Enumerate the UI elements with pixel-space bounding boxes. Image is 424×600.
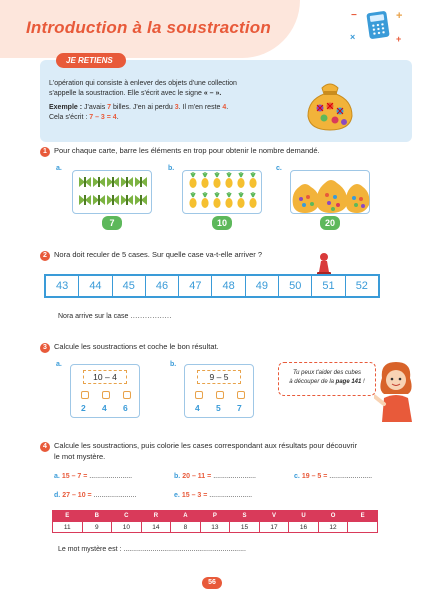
answer-field[interactable]: ...................... (329, 473, 373, 480)
answer-field[interactable]: ...................... (93, 492, 137, 499)
mystery-word: Le mot mystère est : ............................................................... (58, 546, 246, 553)
number-cell[interactable]: 16 (289, 522, 319, 533)
number-cell[interactable]: 15 (230, 522, 260, 533)
track-cell[interactable]: 48 (212, 276, 245, 296)
ex2-answer: Nora arrive sur la case ................. (58, 313, 172, 320)
card-c[interactable] (290, 170, 370, 214)
ex3-b-box (184, 364, 254, 418)
track-cell[interactable]: 43 (46, 276, 79, 296)
marble-bag-icon (300, 78, 360, 132)
number-cell[interactable]: 12 (318, 522, 348, 533)
retiens-tag: JE RETIENS (56, 53, 126, 68)
number-cell[interactable]: 10 (112, 522, 142, 533)
card-b-target: 10 (212, 216, 232, 230)
letter-cell: B (82, 511, 112, 522)
letter-cell: C (112, 511, 142, 522)
plus-icon: + (396, 10, 403, 22)
card-c-target: 20 (320, 216, 340, 230)
choice-label: 4 (195, 403, 200, 413)
number-cell[interactable]: 13 (200, 522, 230, 533)
ex3-b-op: 9 – 5 (197, 370, 241, 384)
number-cell[interactable]: 8 (171, 522, 201, 533)
ex4-op-b: b. 20 – 11 = ...................... (174, 473, 256, 480)
number-cell[interactable]: 17 (259, 522, 289, 533)
ex4-op-c: c. 19 – 5 = ...................... (294, 473, 373, 480)
number-cell[interactable]: 11 (53, 522, 83, 533)
checkbox[interactable] (81, 391, 89, 399)
card-a-label: a. (56, 165, 62, 172)
letter-cell: R (141, 511, 171, 522)
mystery-word-field[interactable]: ............................................................... (123, 546, 246, 553)
choice-label: 7 (237, 403, 242, 413)
ex3-b-label: b. (170, 361, 177, 368)
ex3-a-label: a. (56, 361, 62, 368)
track-cell[interactable]: 49 (246, 276, 279, 296)
letter-cell: P (200, 511, 230, 522)
number-cell[interactable]: 14 (141, 522, 171, 533)
number-cell[interactable]: 9 (82, 522, 112, 533)
letter-cell: S (230, 511, 260, 522)
calculator-icon (366, 11, 389, 40)
answer-field[interactable]: ...................... (213, 473, 256, 480)
hint-bubble: Tu peux t'aider des cubes à découper de la page 141 ! (278, 362, 376, 396)
butterfly-icon (73, 171, 153, 215)
mystery-table (52, 510, 378, 533)
card-b[interactable] (182, 170, 262, 214)
checkbox[interactable] (216, 391, 224, 399)
answer-field[interactable]: ...................... (89, 473, 133, 480)
letter-cell: A (171, 511, 201, 522)
choice-label: 6 (123, 403, 128, 413)
plus-small-icon: + (396, 34, 402, 44)
checkbox[interactable] (195, 391, 203, 399)
marble-bags-icon (291, 171, 371, 215)
track-cell[interactable]: 52 (355, 280, 368, 292)
ex3-instruction: 3 Calcule les soustractions et coche le bon résultat. (40, 342, 219, 353)
card-a-target: 7 (102, 216, 122, 230)
answer-field[interactable]: ...................... (209, 492, 253, 499)
ex4-op-d: d. 27 – 10 = ...................... (54, 492, 137, 499)
choice-label: 2 (81, 403, 86, 413)
number-track (44, 274, 380, 298)
ex4-op-a: a. 15 – 7 = ...................... (54, 473, 133, 480)
ex2-answer-field[interactable]: ................. (130, 313, 172, 320)
track-cell[interactable]: 45 (113, 276, 146, 296)
letter-cell: U (289, 511, 319, 522)
times-icon: × (350, 32, 356, 42)
letter-cell: E (348, 511, 378, 522)
minus-icon: − (351, 10, 357, 21)
pawn-icon (316, 252, 332, 276)
retiens-text: L'opération qui consiste à enlever des objets d'une collection s'appelle la soustraction. Elle s'écrit avec le signe « – ». Exemple : J'avais 7 billes. J'en ai perdu 3. Il m'en reste 4. Cela s'écrit : 7 – 3 = 4. (49, 80, 237, 121)
number-cell[interactable] (348, 522, 378, 533)
track-cell[interactable]: 44 (79, 276, 112, 296)
ex2-instruction: 2 Nora doit reculer de 5 cases. Sur quelle case va-t-elle arriver ? (40, 250, 262, 261)
page-number: 56 (202, 577, 222, 589)
choice-label: 4 (102, 403, 107, 413)
letter-cell: V (259, 511, 289, 522)
checkbox[interactable] (123, 391, 131, 399)
track-cell[interactable]: 46 (146, 276, 179, 296)
choice-label: 5 (216, 403, 221, 413)
girl-icon (374, 360, 418, 422)
card-b-label: b. (168, 165, 175, 172)
letter-cell: E (53, 511, 83, 522)
checkbox[interactable] (102, 391, 110, 399)
track-cell[interactable]: 47 (179, 276, 212, 296)
page-title: Introduction à la soustraction (26, 18, 271, 37)
pineapple-icon (183, 171, 263, 215)
ex4-instruction: 4 Calcule les soustractions, puis colorie les cases correspondant aux résultats pour découvrir le mot mystère. (40, 441, 357, 462)
track-cell[interactable]: 50 (279, 276, 312, 296)
ex3-a-box (70, 364, 140, 418)
ex1-instruction: 1 Pour chaque carte, barre les éléments en trop pour obtenir le nombre demandé. (40, 146, 320, 157)
ex4-op-e: e. 15 – 3 = ...................... (174, 492, 253, 499)
card-a[interactable] (72, 170, 152, 214)
letter-cell: O (318, 511, 348, 522)
card-c-label: c. (276, 165, 282, 172)
ex3-a-op: 10 – 4 (83, 370, 127, 384)
checkbox[interactable] (237, 391, 245, 399)
track-cell[interactable]: 51 (312, 276, 345, 296)
